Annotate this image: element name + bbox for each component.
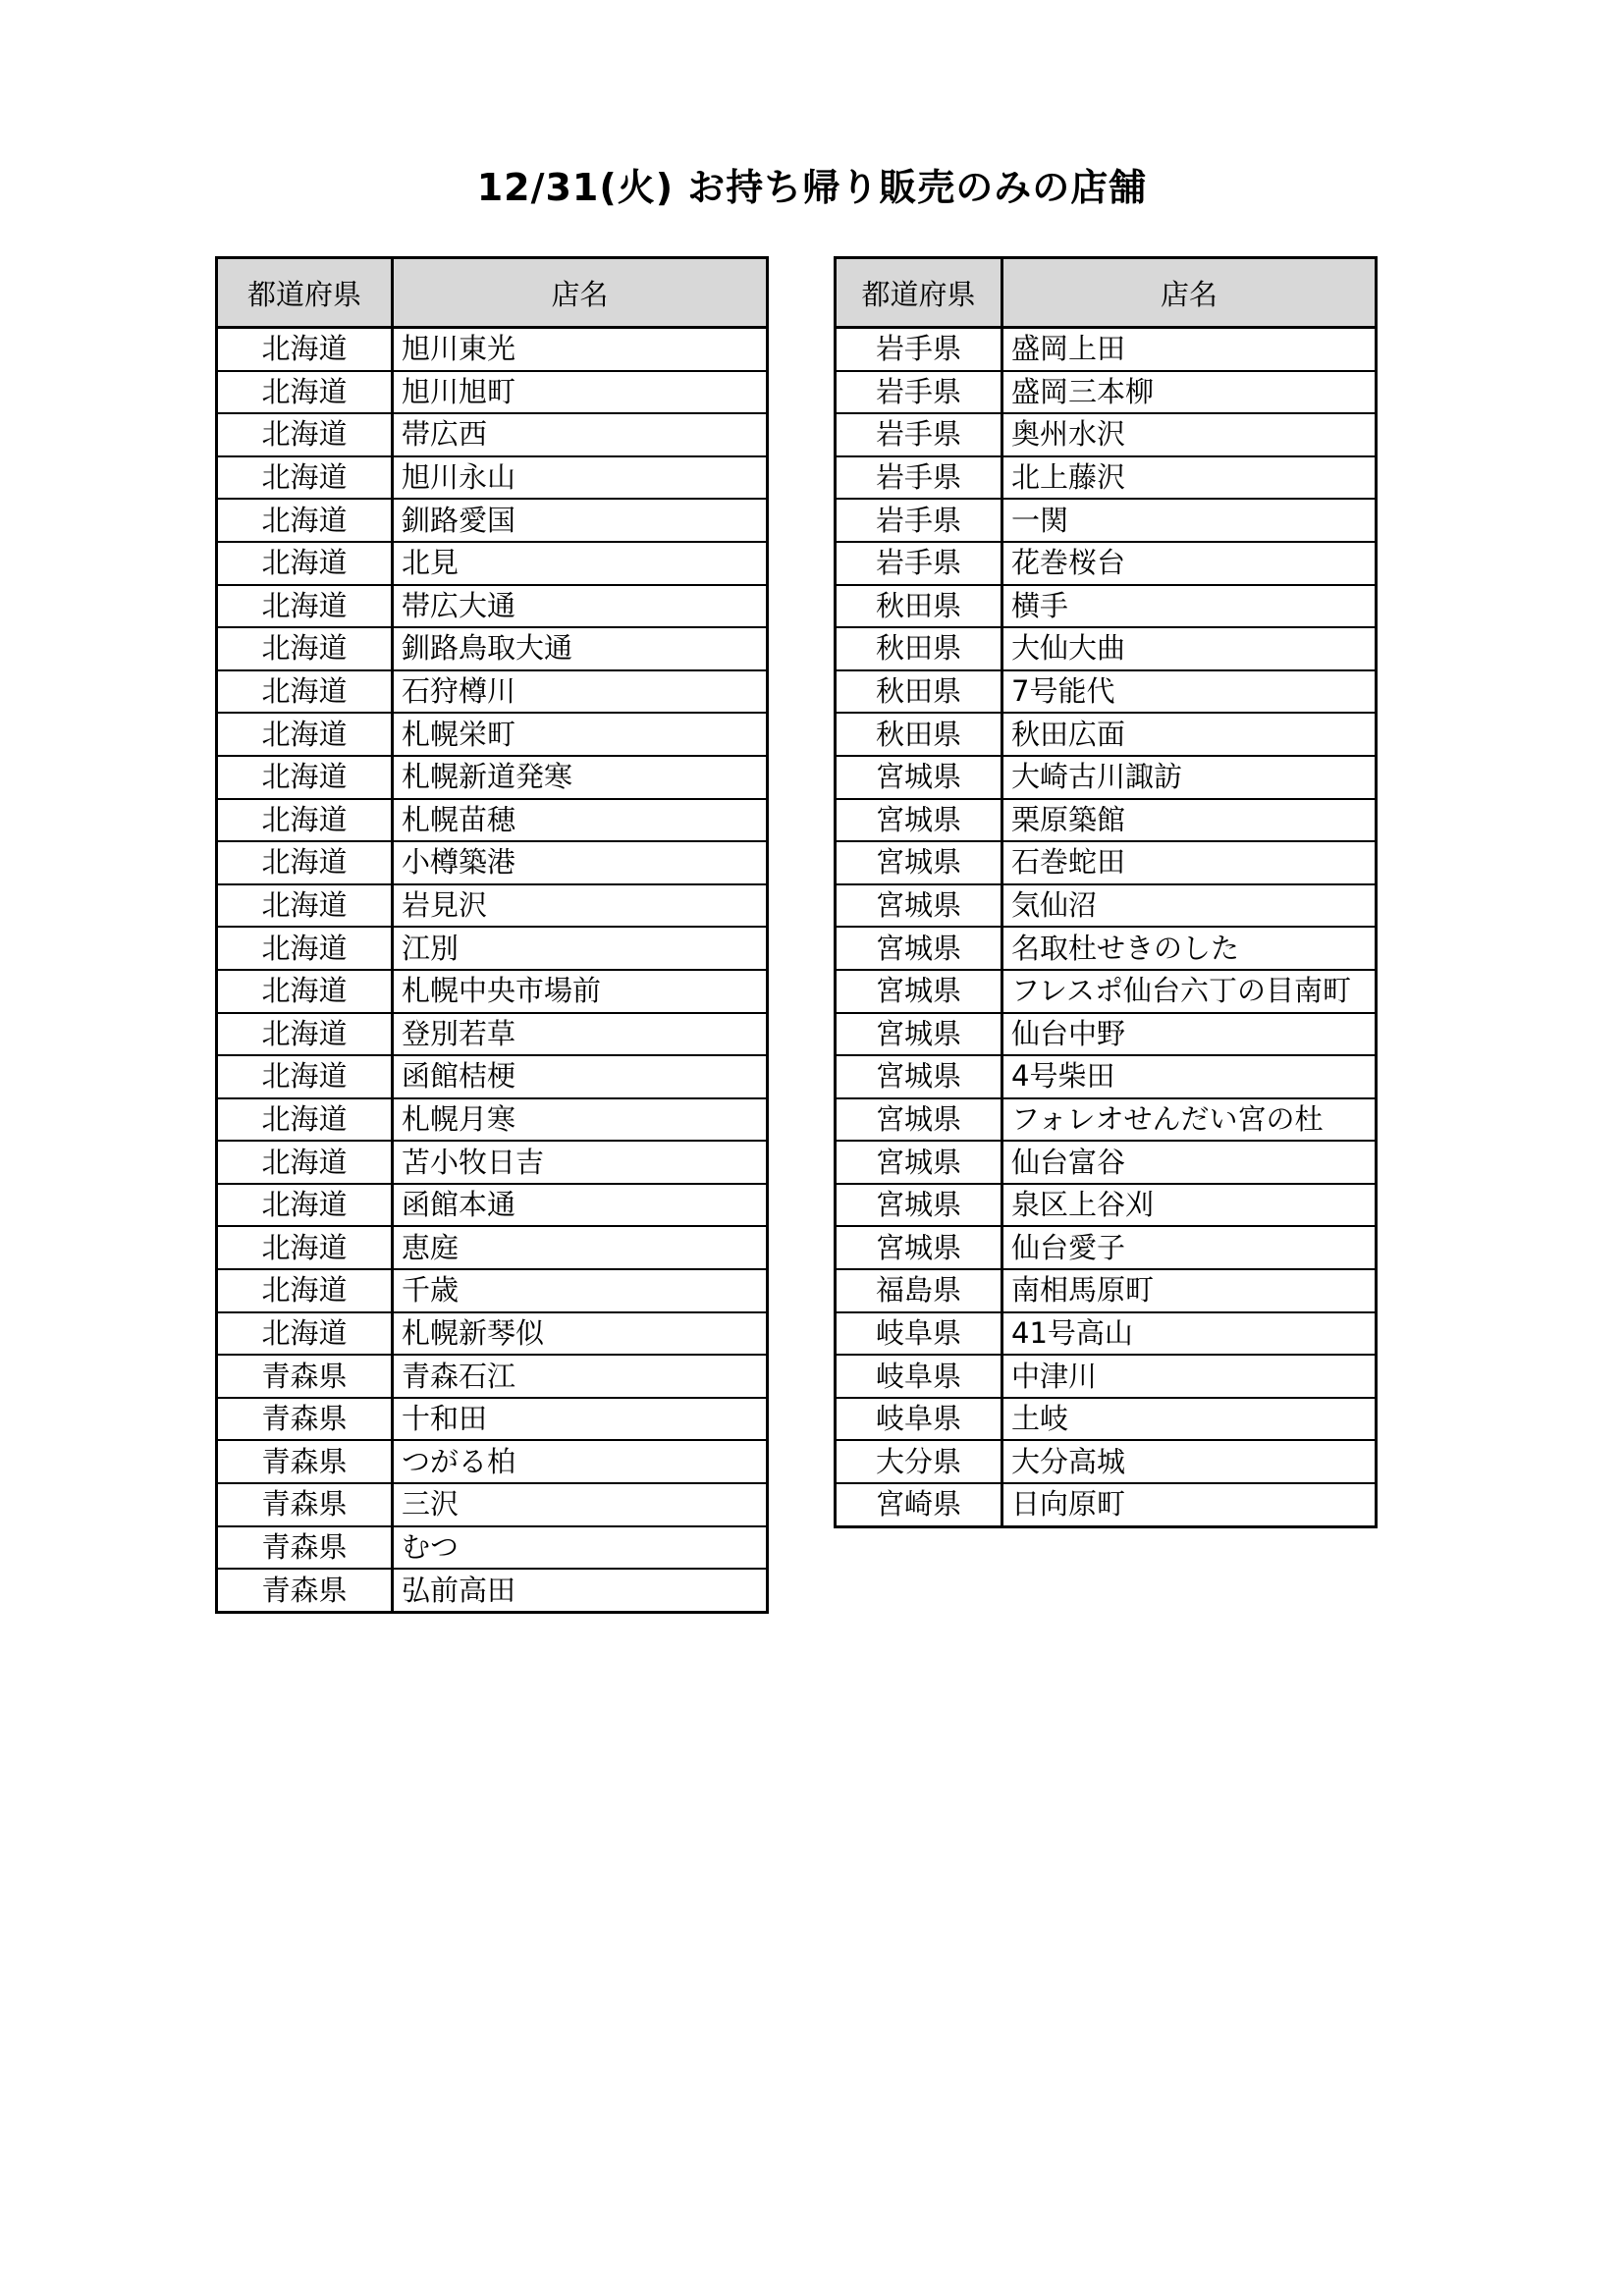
table-row bbox=[217, 1055, 768, 1098]
table-row bbox=[836, 1483, 1377, 1526]
table-row bbox=[836, 413, 1377, 456]
prefecture-cell: 北海道 bbox=[217, 670, 393, 714]
store-name-cell: むつ bbox=[393, 1526, 768, 1570]
table-row bbox=[217, 1269, 768, 1312]
table-row bbox=[836, 371, 1377, 414]
store-name-cell: 仙台愛子 bbox=[1002, 1226, 1377, 1269]
prefecture-cell: 宮城県 bbox=[836, 799, 1002, 842]
prefecture-cell: 宮城県 bbox=[836, 1184, 1002, 1227]
table-row bbox=[836, 456, 1377, 500]
prefecture-cell: 青森県 bbox=[217, 1483, 393, 1526]
table-row bbox=[217, 1141, 768, 1184]
table-row bbox=[836, 1098, 1377, 1142]
store-name-cell: フレスポ仙台六丁の目南町 bbox=[1002, 970, 1377, 1013]
table-row bbox=[217, 1226, 768, 1269]
store-name-cell: 江別 bbox=[393, 927, 768, 970]
prefecture-cell: 大分県 bbox=[836, 1440, 1002, 1483]
store-name-cell: 札幌新道発寒 bbox=[393, 756, 768, 799]
table-row bbox=[217, 627, 768, 670]
table-row bbox=[217, 884, 768, 928]
store-name-cell: 釧路鳥取大通 bbox=[393, 627, 768, 670]
store-name-cell: 盛岡上田 bbox=[1002, 328, 1377, 371]
prefecture-cell: 宮城県 bbox=[836, 884, 1002, 928]
prefecture-cell: 北海道 bbox=[217, 1269, 393, 1312]
store-name-header: 店名 bbox=[1002, 258, 1377, 328]
store-name-cell: 奥州水沢 bbox=[1002, 413, 1377, 456]
page-title: 12/31(火) お持ち帰り販売のみの店舗 bbox=[476, 166, 1148, 209]
table-row bbox=[836, 499, 1377, 542]
prefecture-cell: 北海道 bbox=[217, 841, 393, 884]
store-name-cell: 石巻蛇田 bbox=[1002, 841, 1377, 884]
prefecture-cell: 青森県 bbox=[217, 1398, 393, 1441]
prefecture-cell: 岩手県 bbox=[836, 413, 1002, 456]
table-row bbox=[217, 1355, 768, 1398]
store-name-cell: 釧路愛国 bbox=[393, 499, 768, 542]
table-row bbox=[217, 1526, 768, 1570]
table-row bbox=[217, 1483, 768, 1526]
store-name-cell: 大分高城 bbox=[1002, 1440, 1377, 1483]
store-table-left bbox=[215, 256, 769, 1614]
table-row bbox=[836, 927, 1377, 970]
store-name-cell: 北上藤沢 bbox=[1002, 456, 1377, 500]
table-row bbox=[836, 1355, 1377, 1398]
store-name-cell: 石狩樽川 bbox=[393, 670, 768, 714]
store-name-cell: 大仙大曲 bbox=[1002, 627, 1377, 670]
store-name-header: 店名 bbox=[393, 258, 768, 328]
table-row bbox=[836, 585, 1377, 628]
prefecture-cell: 北海道 bbox=[217, 756, 393, 799]
table-row bbox=[217, 756, 768, 799]
table-row bbox=[217, 585, 768, 628]
prefecture-cell: 秋田県 bbox=[836, 670, 1002, 714]
prefecture-cell: 北海道 bbox=[217, 713, 393, 756]
table-row bbox=[836, 799, 1377, 842]
table-row bbox=[836, 756, 1377, 799]
store-name-cell: 苫小牧日吉 bbox=[393, 1141, 768, 1184]
table-header-row bbox=[836, 258, 1377, 328]
table-row bbox=[217, 542, 768, 585]
store-name-cell: 栗原築館 bbox=[1002, 799, 1377, 842]
table-row bbox=[836, 670, 1377, 714]
store-name-cell: 横手 bbox=[1002, 585, 1377, 628]
prefecture-cell: 青森県 bbox=[217, 1355, 393, 1398]
table-row bbox=[836, 713, 1377, 756]
store-name-cell: 弘前高田 bbox=[393, 1569, 768, 1612]
prefecture-header: 都道府県 bbox=[836, 258, 1002, 328]
table-row bbox=[836, 1440, 1377, 1483]
table-row bbox=[217, 713, 768, 756]
store-name-cell: 帯広大通 bbox=[393, 585, 768, 628]
prefecture-cell: 宮城県 bbox=[836, 970, 1002, 1013]
store-name-cell: 名取杜せきのした bbox=[1002, 927, 1377, 970]
store-name-cell: 千歳 bbox=[393, 1269, 768, 1312]
table-row bbox=[217, 1569, 768, 1612]
store-name-cell: 大崎古川諏訪 bbox=[1002, 756, 1377, 799]
prefecture-cell: 北海道 bbox=[217, 371, 393, 414]
prefecture-cell: 岩手県 bbox=[836, 542, 1002, 585]
store-name-cell: 秋田広面 bbox=[1002, 713, 1377, 756]
store-name-cell: 仙台中野 bbox=[1002, 1013, 1377, 1056]
table-row bbox=[836, 1226, 1377, 1269]
table-row bbox=[217, 970, 768, 1013]
table-row bbox=[836, 884, 1377, 928]
prefecture-cell: 北海道 bbox=[217, 927, 393, 970]
table-row bbox=[217, 670, 768, 714]
store-name-cell: 小樽築港 bbox=[393, 841, 768, 884]
table-row bbox=[836, 970, 1377, 1013]
prefecture-cell: 宮城県 bbox=[836, 1055, 1002, 1098]
prefecture-cell: 北海道 bbox=[217, 970, 393, 1013]
prefecture-cell: 北海道 bbox=[217, 585, 393, 628]
prefecture-cell: 岐阜県 bbox=[836, 1312, 1002, 1356]
table-row bbox=[217, 1184, 768, 1227]
table-row bbox=[217, 1398, 768, 1441]
prefecture-cell: 秋田県 bbox=[836, 713, 1002, 756]
table-row bbox=[217, 1312, 768, 1356]
table-row bbox=[836, 1055, 1377, 1098]
store-name-cell: 札幌月寒 bbox=[393, 1098, 768, 1142]
store-name-cell: 仙台富谷 bbox=[1002, 1141, 1377, 1184]
prefecture-cell: 岩手県 bbox=[836, 371, 1002, 414]
prefecture-cell: 宮城県 bbox=[836, 1226, 1002, 1269]
prefecture-cell: 北海道 bbox=[217, 1098, 393, 1142]
prefecture-cell: 宮城県 bbox=[836, 1141, 1002, 1184]
prefecture-cell: 福島県 bbox=[836, 1269, 1002, 1312]
prefecture-cell: 北海道 bbox=[217, 1055, 393, 1098]
table-row bbox=[217, 1013, 768, 1056]
prefecture-cell: 北海道 bbox=[217, 1184, 393, 1227]
prefecture-cell: 宮城県 bbox=[836, 1098, 1002, 1142]
store-name-cell: 岩見沢 bbox=[393, 884, 768, 928]
prefecture-cell: 宮城県 bbox=[836, 841, 1002, 884]
store-name-cell: 花巻桜台 bbox=[1002, 542, 1377, 585]
table-row bbox=[836, 1141, 1377, 1184]
store-table-right bbox=[834, 256, 1378, 1528]
prefecture-cell: 宮城県 bbox=[836, 756, 1002, 799]
table-header-row bbox=[217, 258, 768, 328]
store-name-cell: 4号柴田 bbox=[1002, 1055, 1377, 1098]
table-row bbox=[217, 1440, 768, 1483]
store-name-cell: 函館本通 bbox=[393, 1184, 768, 1227]
prefecture-cell: 青森県 bbox=[217, 1440, 393, 1483]
store-name-cell: 一関 bbox=[1002, 499, 1377, 542]
store-name-cell: 登別若草 bbox=[393, 1013, 768, 1056]
prefecture-header: 都道府県 bbox=[217, 258, 393, 328]
prefecture-cell: 北海道 bbox=[217, 884, 393, 928]
prefecture-cell: 北海道 bbox=[217, 542, 393, 585]
store-name-cell: 盛岡三本柳 bbox=[1002, 371, 1377, 414]
store-name-cell: 北見 bbox=[393, 542, 768, 585]
table-row bbox=[217, 456, 768, 500]
store-name-cell: 十和田 bbox=[393, 1398, 768, 1441]
prefecture-cell: 北海道 bbox=[217, 413, 393, 456]
prefecture-cell: 岩手県 bbox=[836, 456, 1002, 500]
store-name-cell: 南相馬原町 bbox=[1002, 1269, 1377, 1312]
prefecture-cell: 岩手県 bbox=[836, 499, 1002, 542]
prefecture-cell: 北海道 bbox=[217, 799, 393, 842]
table-row bbox=[836, 627, 1377, 670]
store-name-cell: 帯広西 bbox=[393, 413, 768, 456]
table-row bbox=[217, 841, 768, 884]
store-name-cell: 気仙沼 bbox=[1002, 884, 1377, 928]
prefecture-cell: 宮城県 bbox=[836, 1013, 1002, 1056]
store-name-cell: 土岐 bbox=[1002, 1398, 1377, 1441]
table-row bbox=[217, 413, 768, 456]
prefecture-cell: 北海道 bbox=[217, 1013, 393, 1056]
prefecture-cell: 北海道 bbox=[217, 1312, 393, 1356]
table-row bbox=[217, 328, 768, 371]
prefecture-cell: 北海道 bbox=[217, 499, 393, 542]
prefecture-cell: 北海道 bbox=[217, 456, 393, 500]
table-row bbox=[217, 799, 768, 842]
store-name-cell: 恵庭 bbox=[393, 1226, 768, 1269]
table-row bbox=[836, 542, 1377, 585]
prefecture-cell: 岩手県 bbox=[836, 328, 1002, 371]
store-name-cell: 日向原町 bbox=[1002, 1483, 1377, 1526]
store-name-cell: フォレオせんだい宮の杜 bbox=[1002, 1098, 1377, 1142]
prefecture-cell: 青森県 bbox=[217, 1569, 393, 1612]
store-name-cell: 三沢 bbox=[393, 1483, 768, 1526]
prefecture-cell: 宮崎県 bbox=[836, 1483, 1002, 1526]
table-row bbox=[217, 1098, 768, 1142]
prefecture-cell: 秋田県 bbox=[836, 627, 1002, 670]
prefecture-cell: 宮城県 bbox=[836, 927, 1002, 970]
store-name-cell: 41号高山 bbox=[1002, 1312, 1377, 1356]
store-name-cell: 旭川旭町 bbox=[393, 371, 768, 414]
store-name-cell: 7号能代 bbox=[1002, 670, 1377, 714]
store-name-cell: 札幌苗穂 bbox=[393, 799, 768, 842]
store-name-cell: 函館桔梗 bbox=[393, 1055, 768, 1098]
prefecture-cell: 北海道 bbox=[217, 1141, 393, 1184]
store-name-cell: 旭川永山 bbox=[393, 456, 768, 500]
table-row bbox=[217, 371, 768, 414]
store-name-cell: つがる柏 bbox=[393, 1440, 768, 1483]
prefecture-cell: 岐阜県 bbox=[836, 1398, 1002, 1441]
store-name-cell: 旭川東光 bbox=[393, 328, 768, 371]
prefecture-cell: 北海道 bbox=[217, 328, 393, 371]
table-row bbox=[836, 1398, 1377, 1441]
prefecture-cell: 北海道 bbox=[217, 1226, 393, 1269]
prefecture-cell: 青森県 bbox=[217, 1526, 393, 1570]
store-name-cell: 泉区上谷刈 bbox=[1002, 1184, 1377, 1227]
store-name-cell: 中津川 bbox=[1002, 1355, 1377, 1398]
prefecture-cell: 秋田県 bbox=[836, 585, 1002, 628]
table-row bbox=[836, 1013, 1377, 1056]
table-row bbox=[836, 1184, 1377, 1227]
store-name-cell: 札幌栄町 bbox=[393, 713, 768, 756]
prefecture-cell: 岐阜県 bbox=[836, 1355, 1002, 1398]
table-row bbox=[836, 1269, 1377, 1312]
table-row bbox=[836, 841, 1377, 884]
table-row bbox=[217, 499, 768, 542]
store-name-cell: 札幌新琴似 bbox=[393, 1312, 768, 1356]
table-row bbox=[217, 927, 768, 970]
table-row bbox=[836, 1312, 1377, 1356]
prefecture-cell: 北海道 bbox=[217, 627, 393, 670]
store-name-cell: 青森石江 bbox=[393, 1355, 768, 1398]
store-name-cell: 札幌中央市場前 bbox=[393, 970, 768, 1013]
table-row bbox=[836, 328, 1377, 371]
